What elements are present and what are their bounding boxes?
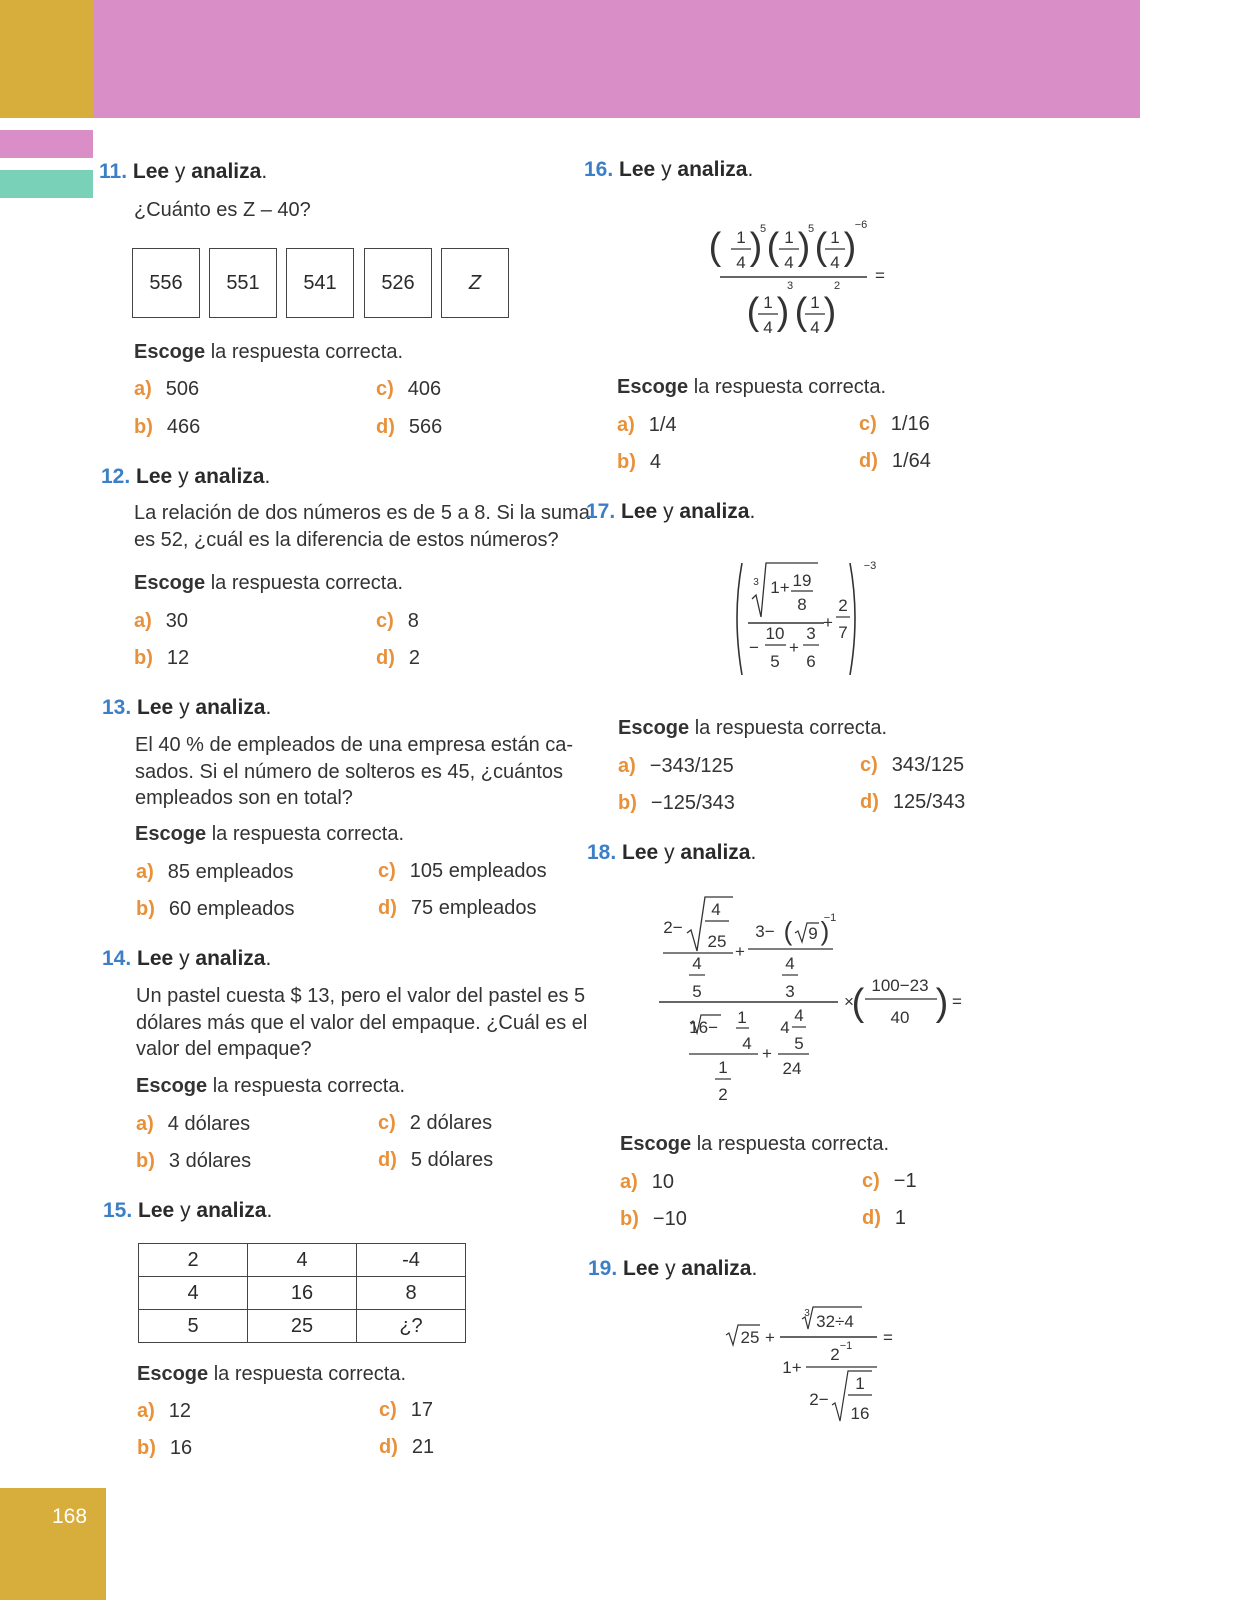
option-b[interactable]: b) −125/343 [618, 792, 735, 814]
formula-num: 3 [806, 624, 816, 643]
exercise-11-heading: 11. Lee y analiza. [99, 160, 268, 183]
option-c[interactable]: c) 8 [376, 610, 419, 632]
paren-close: ) [797, 226, 811, 268]
exercise-12-line: es 52, ¿cuál es la diferencia de estos números? [134, 529, 559, 551]
option-d[interactable]: d) 1 [862, 1207, 907, 1229]
formula-term: 32÷4 [816, 1312, 854, 1331]
formula-den: 25 [707, 932, 727, 951]
formula-term: 9 [808, 924, 818, 943]
formula-num: 4 [711, 900, 721, 919]
formula-op: + [735, 942, 745, 961]
formula-den: 4 [830, 253, 840, 272]
formula-num: 4 [794, 1006, 804, 1025]
header-pink-band [93, 0, 1140, 118]
option-d[interactable]: d) 125/343 [860, 791, 966, 813]
formula-den: 40 [890, 1008, 910, 1027]
formula-exp: −1 [839, 1340, 853, 1352]
side-tab-pink [0, 130, 93, 158]
formula-num: 4 [785, 954, 795, 973]
table-cell: 25 [248, 1310, 357, 1343]
option-c[interactable]: c) 2 dólares [378, 1112, 493, 1134]
exercise-17-heading: 17. Lee y analiza. [586, 500, 756, 523]
paren-close: ) [749, 226, 763, 268]
formula-term: 4 [780, 1018, 790, 1037]
exercise-17-instruction: Escoge la respuesta correcta. [618, 717, 888, 739]
formula-op: + [762, 1044, 772, 1063]
formula-op: + [823, 613, 833, 632]
option-c[interactable]: c) 105 empleados [378, 860, 547, 882]
formula-equals: = [875, 266, 885, 285]
formula-den: 4 [736, 253, 746, 272]
paren-close: ) [820, 916, 830, 946]
exercise-12-heading: 12. Lee y analiza. [101, 465, 271, 488]
paren-close: ) [823, 291, 837, 333]
option-c[interactable]: c) −1 [862, 1170, 917, 1192]
exercise-14-line: dólares más que el valor del empaque. ¿Cuál es el [136, 1012, 588, 1034]
option-b[interactable]: b) 3 dólares [136, 1150, 252, 1172]
formula-term: 16− [689, 1018, 718, 1037]
option-a[interactable]: a) 1/4 [617, 414, 677, 436]
exercise-11-instruction: Escoge la respuesta correcta. [134, 341, 404, 363]
page-number: 168 [52, 1505, 88, 1528]
paren-close: ) [843, 226, 857, 268]
formula-den: 2 [718, 1085, 728, 1104]
exercise-13-line: empleados son en total? [135, 787, 353, 809]
formula-num: 1 [810, 293, 820, 312]
formula-num: 10 [765, 624, 785, 643]
root-index: 3 [804, 1308, 810, 1319]
formula-exp: −6 [854, 219, 868, 231]
formula-op: − [749, 638, 759, 657]
exercise-19-heading: 19. Lee y analiza. [588, 1257, 758, 1280]
formula-num: 1 [830, 228, 840, 247]
option-c[interactable]: c) 343/125 [860, 754, 965, 776]
exercise-18-heading: 18. Lee y analiza. [587, 841, 757, 864]
header-gold-band [0, 0, 93, 118]
option-d[interactable]: d) 5 dólares [378, 1149, 494, 1171]
side-tab-teal [0, 170, 93, 198]
exercise-14-heading: 14. Lee y analiza. [102, 947, 272, 970]
exercise-17-formula [730, 555, 890, 685]
formula-den: 3 [785, 982, 795, 1001]
table-cell: 4 [248, 1244, 357, 1277]
big-paren-open [737, 563, 742, 675]
option-d[interactable]: d) 75 empleados [378, 897, 537, 919]
exercise-13-line: sados. Si el número de solteros es 45, ¿cuántos [135, 761, 564, 783]
number-box: Z [441, 248, 509, 318]
exercise-16-formula [700, 210, 900, 345]
formula-den: 5 [770, 652, 780, 671]
table-cell: 5 [139, 1310, 248, 1343]
option-a[interactable]: a) 4 dólares [136, 1113, 251, 1135]
option-a[interactable]: a) 506 [134, 378, 200, 400]
number-table [138, 1243, 466, 1343]
exercise-18-formula [655, 893, 970, 1108]
number-box: 526 [364, 248, 432, 318]
option-b[interactable]: b) 12 [134, 647, 190, 669]
formula-num: 1 [855, 1374, 865, 1393]
formula-term: 2− [663, 918, 683, 937]
option-b[interactable]: b) −10 [620, 1208, 687, 1230]
paren-open: ( [746, 291, 760, 333]
option-a[interactable]: a) 12 [137, 1400, 192, 1422]
exercise-19-formula [722, 1303, 902, 1428]
exercise-15-heading: 15. Lee y analiza. [103, 1199, 273, 1222]
option-c[interactable]: c) 406 [376, 378, 442, 400]
formula-num: 1 [718, 1058, 728, 1077]
formula-den: 6 [806, 652, 816, 671]
table-cell: ¿? [357, 1310, 466, 1343]
formula-exp: 3 [786, 280, 794, 292]
table-cell: 4 [139, 1277, 248, 1310]
formula-term: 1+ [770, 578, 790, 597]
table-row [139, 1277, 466, 1310]
option-d[interactable]: d) 21 [379, 1436, 435, 1458]
formula-num: 4 [692, 954, 702, 973]
formula-den: 24 [782, 1059, 802, 1078]
exercise-14-line: Un pastel cuesta $ 13, pero el valor del pastel es 5 [136, 985, 586, 1007]
exercise-18-instruction: Escoge la respuesta correcta. [620, 1133, 890, 1155]
formula-num: 1 [784, 228, 794, 247]
formula-term: 1+ [782, 1358, 802, 1377]
number-box: 551 [209, 248, 277, 318]
formula-den: 5 [692, 982, 702, 1001]
formula-den: 5 [794, 1034, 804, 1053]
paren-open: ( [708, 226, 722, 268]
option-d[interactable]: d) 2 [376, 647, 421, 669]
exercise-12-line: La relación de dos números es de 5 a 8. Si la suma [134, 502, 590, 524]
number-box: 556 [132, 248, 200, 318]
formula-den: 4 [810, 318, 820, 337]
option-c[interactable]: c) 17 [379, 1399, 434, 1421]
exercise-13-line: El 40 % de empleados de una empresa están ca- [135, 734, 574, 756]
formula-num: 1 [737, 1008, 747, 1027]
root-index: 3 [753, 577, 759, 588]
formula-den: 7 [838, 623, 848, 642]
exercise-13-instruction: Escoge la respuesta correcta. [135, 823, 405, 845]
option-a[interactable]: a) −343/125 [618, 755, 734, 777]
table-cell: -4 [357, 1244, 466, 1277]
paren-open: ( [766, 226, 780, 268]
formula-exp: 2 [833, 280, 841, 292]
formula-term: 3− [755, 922, 775, 941]
formula-term: 25 [740, 1328, 760, 1347]
formula-equals: = [952, 992, 962, 1011]
exercise-13-heading: 13. Lee y analiza. [102, 696, 272, 719]
paren-open: ( [794, 291, 808, 333]
exercise-11-question: ¿Cuánto es Z – 40? [134, 199, 311, 221]
option-b[interactable]: b) 16 [137, 1437, 193, 1459]
option-a[interactable]: a) 10 [620, 1171, 675, 1193]
formula-op: × [844, 992, 854, 1011]
exercise-14-line: valor del empaque? [136, 1038, 312, 1060]
paren-close: ) [935, 982, 949, 1024]
exercise-16-instruction: Escoge la respuesta correcta. [617, 376, 887, 398]
formula-num: 19 [792, 571, 812, 590]
exercise-12-instruction: Escoge la respuesta correcta. [134, 572, 404, 594]
paren-open: ( [851, 982, 865, 1024]
table-row [139, 1244, 466, 1277]
number-box: 541 [286, 248, 354, 318]
formula-num: 1 [763, 293, 773, 312]
formula-den: 4 [763, 318, 773, 337]
formula-den: 4 [742, 1034, 752, 1053]
exercise-16-heading: 16. Lee y analiza. [584, 158, 754, 181]
formula-term: 2− [809, 1390, 829, 1409]
formula-op: + [765, 1328, 775, 1347]
formula-num: 100−23 [871, 976, 929, 995]
exercise-15-instruction: Escoge la respuesta correcta. [137, 1363, 407, 1385]
formula-exp: 5 [807, 223, 815, 235]
formula-den: 8 [797, 595, 807, 614]
paren-open: ( [783, 916, 793, 946]
formula-exp: 5 [759, 223, 767, 235]
formula-exp: −3 [863, 560, 877, 572]
exercise-14-instruction: Escoge la respuesta correcta. [136, 1075, 406, 1097]
option-b[interactable]: b) 4 [617, 451, 662, 473]
formula-equals: = [883, 1328, 893, 1347]
option-b[interactable]: b) 466 [134, 416, 201, 438]
table-cell: 16 [248, 1277, 357, 1310]
formula-num: 2 [838, 596, 848, 615]
formula-op: + [789, 638, 799, 657]
paren-open: ( [814, 226, 828, 268]
option-a[interactable]: a) 30 [134, 610, 189, 632]
formula-den: 4 [784, 253, 794, 272]
option-c[interactable]: c) 1/16 [859, 413, 930, 435]
formula-num: 1 [736, 228, 746, 247]
option-b[interactable]: b) 60 empleados [136, 898, 295, 920]
formula-den: 16 [850, 1404, 870, 1423]
option-d[interactable]: d) 566 [376, 416, 443, 438]
big-paren-close [850, 563, 855, 675]
formula-exp: −1 [823, 912, 837, 924]
option-a[interactable]: a) 85 empleados [136, 861, 294, 883]
table-cell: 2 [139, 1244, 248, 1277]
option-d[interactable]: d) 1/64 [859, 450, 931, 472]
formula-num: 2 [830, 1345, 840, 1364]
table-row [139, 1310, 466, 1343]
paren-close: ) [776, 291, 790, 333]
table-cell: 8 [357, 1277, 466, 1310]
